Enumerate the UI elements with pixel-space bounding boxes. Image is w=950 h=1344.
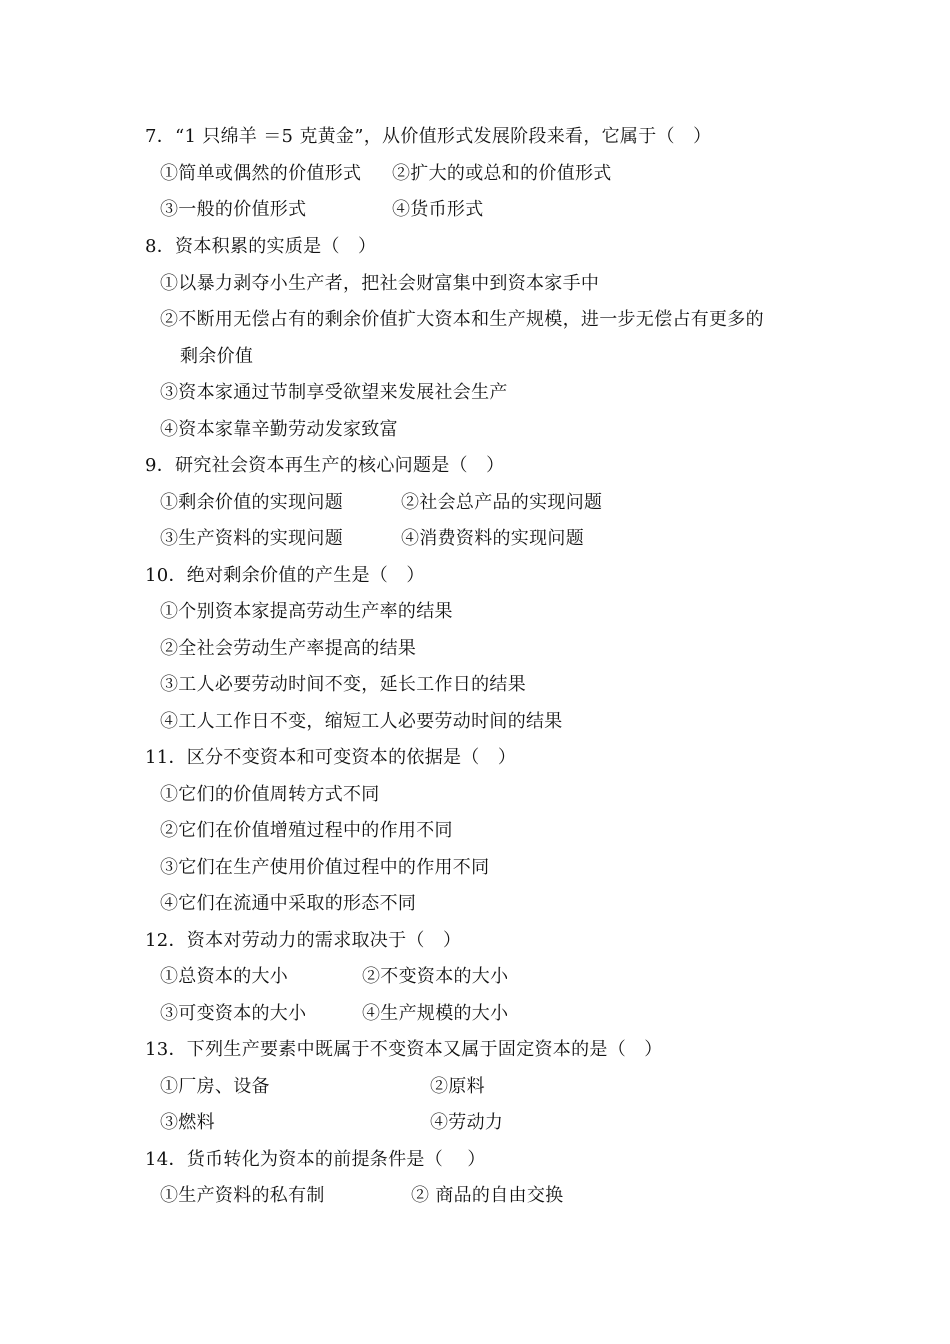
question-11-option-4: ④它们在流通中采取的形态不同	[160, 893, 417, 914]
question-14-option-1: ①生产资料的私有制	[160, 1185, 325, 1206]
question-14-stem: 14．货币转化为资本的前提条件是（ ）	[145, 1149, 486, 1170]
question-8-option-2-continuation: 剩余价值	[180, 346, 254, 367]
question-12-options-row-2	[160, 1002, 509, 1026]
question-9-options-row-1	[160, 491, 603, 515]
question-12-options-row-1	[160, 965, 509, 989]
question-11-option-1: ①它们的价值周转方式不同	[160, 784, 380, 805]
question-11-option-2: ②它们在价值增殖过程中的作用不同	[160, 820, 453, 841]
question-11-stem: 11．区分不变资本和可变资本的依据是（ ）	[145, 747, 517, 768]
question-9-option-1: ①剩余价值的实现问题	[160, 492, 343, 513]
question-13-option-3: ③燃料	[160, 1112, 215, 1133]
question-8-stem: 8．资本积累的实质是（ ）	[145, 236, 377, 257]
question-10-stem: 10．绝对剩余价值的产生是（ ）	[145, 565, 425, 586]
question-7-options-row-2	[160, 198, 484, 222]
question-7-option-1: ①简单或偶然的价值形式	[160, 163, 362, 184]
question-10-option-1: ①个别资本家提高劳动生产率的结果	[160, 601, 453, 622]
question-11-option-3: ③它们在生产使用价值过程中的作用不同	[160, 857, 490, 878]
question-8-option-1: ①以暴力剥夺小生产者，把社会财富集中到资本家手中	[160, 273, 600, 294]
question-10-option-2: ②全社会劳动生产率提高的结果	[160, 638, 417, 659]
question-12-option-2: ②不变资本的大小	[362, 966, 509, 987]
question-14-option-2: ② 商品的自由交换	[411, 1185, 564, 1206]
question-8-option-3: ③资本家通过节制享受欲望来发展社会生产	[160, 382, 508, 403]
question-9-stem: 9．研究社会资本再生产的核心问题是（ ）	[145, 455, 505, 476]
question-12-option-1: ①总资本的大小	[160, 966, 289, 987]
question-13-options-row-1	[160, 1075, 485, 1099]
question-13-option-1: ①厂房、设备	[160, 1076, 270, 1097]
question-10-option-3: ③工人必要劳动时间不变，延长工作日的结果	[160, 674, 526, 695]
question-9-option-3: ③生产资料的实现问题	[160, 528, 343, 549]
question-7-stem: 7．“1 只绵羊 ＝5 克黄金”，从价值形式发展阶段来看，它属于（ ）	[145, 126, 712, 147]
question-13-option-4: ④劳动力	[430, 1112, 504, 1133]
question-8-option-4: ④资本家靠辛勤劳动发家致富	[160, 419, 398, 440]
question-9-option-2: ②社会总产品的实现问题	[401, 492, 603, 513]
question-12-stem: 12．资本对劳动力的需求取决于（ ）	[145, 930, 462, 951]
question-13-stem: 13．下列生产要素中既属于不变资本又属于固定资本的是（ ）	[145, 1039, 663, 1060]
question-12-option-4: ④生产规模的大小	[362, 1003, 509, 1024]
question-14-options-row-1	[160, 1184, 564, 1208]
question-13-option-2: ②原料	[430, 1076, 485, 1097]
question-7-option-3: ③一般的价值形式	[160, 199, 307, 220]
question-7-option-2: ②扩大的或总和的价值形式	[392, 163, 612, 184]
question-9-options-row-2	[160, 527, 584, 551]
question-13-options-row-2	[160, 1111, 504, 1135]
question-7-option-4: ④货币形式	[392, 199, 484, 220]
question-9-option-4: ④消费资料的实现问题	[401, 528, 584, 549]
question-10-option-4: ④工人工作日不变，缩短工人必要劳动时间的结果	[160, 711, 563, 732]
question-8-option-2: ②不断用无偿占有的剩余价值扩大资本和生产规模，进一步无偿占有更多的	[160, 309, 764, 330]
question-12-option-3: ③可变资本的大小	[160, 1003, 307, 1024]
question-7-options-row-1	[160, 162, 612, 186]
